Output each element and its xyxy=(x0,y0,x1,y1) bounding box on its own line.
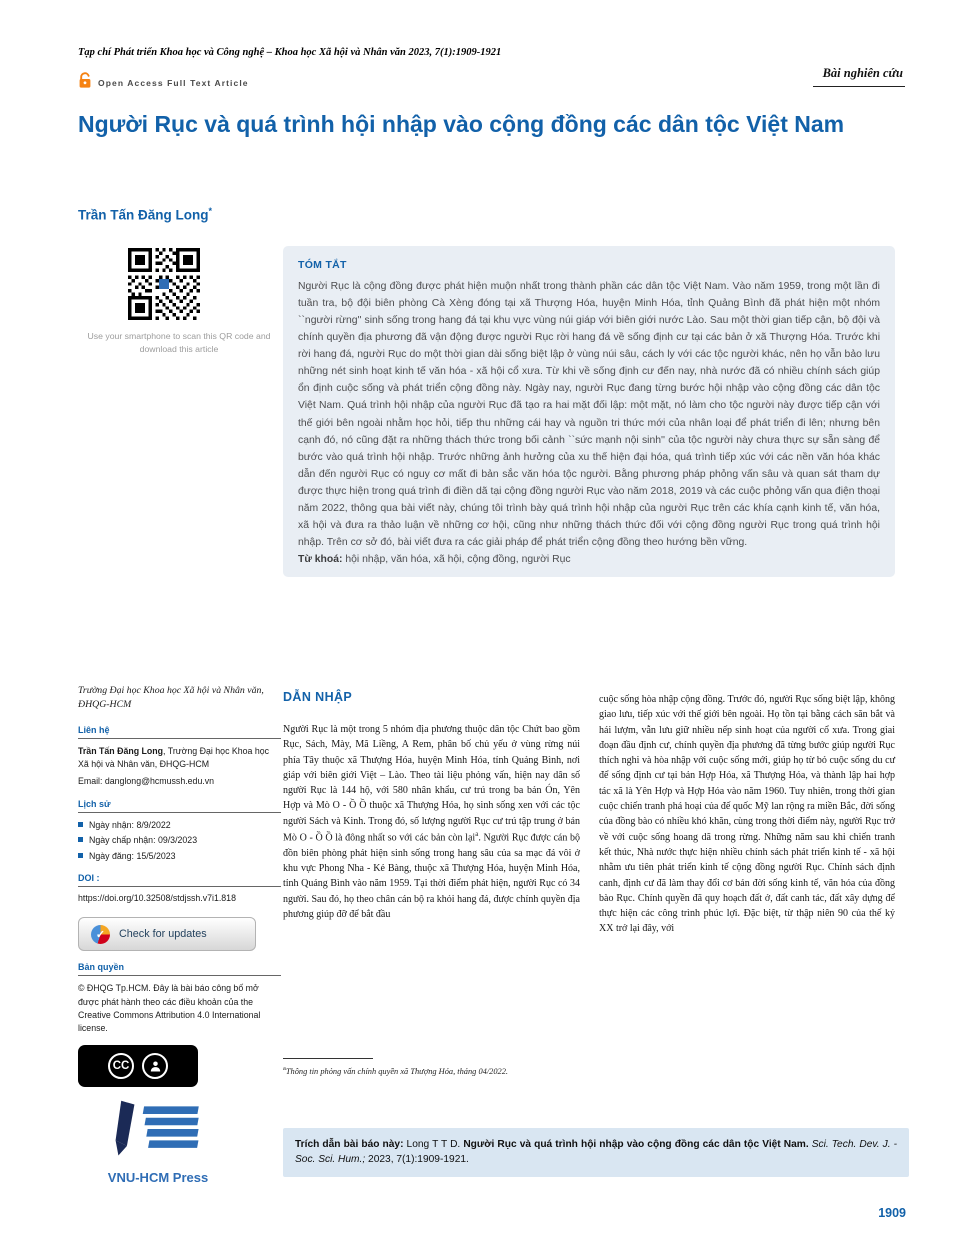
cc-person-icon xyxy=(142,1053,168,1079)
qr-code xyxy=(128,248,200,320)
doi-link[interactable]: https://doi.org/10.32508/stdjssh.v7i1.818 xyxy=(78,893,236,904)
keywords-line xyxy=(298,554,880,565)
page-title: Người Rục và quá trình hội nhập vào cộng đồng các dân tộc Việt Nam xyxy=(78,111,845,137)
vnu-press-logo-icon xyxy=(106,1150,210,1167)
bullet-square-icon xyxy=(78,853,83,858)
email-link[interactable]: Email: danglong@hcmussh.edu.vn xyxy=(78,776,215,787)
article-type-label: Bài nghiên cứu xyxy=(813,66,905,87)
abstract-box xyxy=(283,246,895,577)
doi-heading: DOI : xyxy=(78,873,281,887)
cc-icon: CC xyxy=(108,1053,134,1079)
abstract-body: Người Rục là cộng đồng được phát hiện muộn nhất trong thành phần các dân tộc Việt Nam. Vào năm 1959, trong một lần đi tuần tra, bộ đội biên phòng Cà Xèng đóng tại xã Thượng Hóa, huyện Minh Hóa, tỉnh Quảng Bình đã phát hiện một nhóm ``người rừng'' sinh sống trong hang đá tại khu vực vùng núi giáp với biên giới nước Lào. Sau một thời gian tiếp cận, bộ đội và chính quyền địa phương đã vận động được người Rục rời hang đá về sống định cư tại các bản ở xã Thượng Hóa. Trước khi rời hang đá, người Rục do một thời gian dài sống biệt lập ở vùng núi sâu, cách ly với các tộc người khác, nên họ vẫn bảo lưu những nét sinh hoạt kinh tế văn hóa - xã hội cổ xưa. Từ khi về sống định cư đến nay, nhà nước đã có nhiều chính sách giúp ổn định cuộc sống và phát triển cộng đồng này. Ngày nay, người Rục đang từng bước hội nhập vào cộng đồng các dân tộc Việt Nam. Quá trình hội nhập của người Rục đã tạo ra hai mặt đối lập: một mặt, nó làm cho tộc người này được tiếp cận với thế giới bên ngoài nhằm học hỏi, tiếp thu những cái hay và nguồn tri thức mới của nhân loại để phát triển đi lên; nhưng bên cạnh đó, nó cũng đặt ra những thách thức trong bối cảnh ``sức mạnh nội sinh'' của tộc người này chưa thực sự sẵn sàng để bước vào quá trình hội nhập. Trước những ảnh hưởng của xu thế hiện đại hóa, quá trình tiếp xúc với các nền văn hóa khác dẫn đến người Rục có nguy cơ mất đi bản sắc văn hóa tộc người. Bằng phương pháp phỏng vấn sâu và quan sát tham dự được thực hiện trong quá trình đi điền dã tại cộng đồng người Rục vào năm 2018, 2019 và các cuộc phỏng vấn qua điện thoại năm 2022, thông qua bài viết này, chúng tôi trình bày quá trình hội nhập của người Rục trên các khía cạnh kinh tế, văn hóa, xã hội và đưa ra thảo luận về những cơ hội, cũng như những thách thức đối với cộng đồng người Rục trong quá trình hội nhập. Trên cơ sở đó, bài viết đưa ra các giải pháp để phát triển cộng đồng theo hướng bền vững. xyxy=(298,281,880,548)
sidebar xyxy=(78,684,281,1185)
keywords-label: Từ khoá: xyxy=(298,554,343,565)
contact-info: Trần Tấn Đăng Long, Trường Đại học Khoa học Xã hội và Nhân văn, ĐHQG-HCM xyxy=(78,746,270,769)
citation-label: Trích dẫn bài báo này: xyxy=(295,1139,407,1150)
footnote-text: Thông tin phỏng vấn chính quyền xã Thượng Hóa, tháng 04/2022. xyxy=(285,1066,509,1076)
history-heading: Lịch sử xyxy=(78,799,281,813)
journal-header: Tạp chí Phát triển Khoa học và Công nghệ – Khoa học Xã hội và Nhân văn 2023, 7(1):1909-1921 xyxy=(78,47,502,58)
citation-journal: Sci. Tech. Dev. J. - Soc. Sci. Hum.; xyxy=(295,1139,897,1166)
check-for-updates-button[interactable] xyxy=(78,917,256,951)
contact-name: Trần Tấn Đăng Long xyxy=(78,746,164,757)
footnote-divider xyxy=(283,1058,373,1059)
contact-heading: Liên hệ xyxy=(78,725,281,739)
open-access-row xyxy=(78,72,249,94)
keywords-value: hội nhập, văn hóa, xã hội, cộng đồng, người Rục xyxy=(342,554,571,565)
citation-tail: 2023, 7(1):1909-1921. xyxy=(365,1154,469,1166)
history-list xyxy=(78,819,281,862)
body-column-1 xyxy=(283,722,580,922)
citation-title: Người Rục và quá trình hội nhập vào cộng đồng các dân tộc Việt Nam xyxy=(463,1139,806,1150)
history-item: Ngày nhận: 8/9/2022 xyxy=(78,819,281,831)
open-access-lock-icon xyxy=(78,72,92,94)
footnote-marker: a xyxy=(283,1065,286,1072)
citation-authors: Long T T D. xyxy=(406,1139,464,1150)
history-item: Ngày chấp nhận: 09/3/2023 xyxy=(78,834,281,846)
open-access-label: Open Access Full Text Article xyxy=(98,78,249,88)
intro-paragraph-part2: cuộc sống hòa nhập cộng đồng. Trước đó, người Rục sống biệt lập, không giao lưu, tiếp xúc với thế giới bên ngoài. Họ tồn tại bằng cách săn bắt và hái lượm, vẫn lưu giữ nhiều nếp sinh hoạt của người cổ xưa. Trong giai đoạn đầu định cư, chính quyền địa phương đã từng bước giúp người Rục thích nghi và hòa nhập với cuộc sống mới, giúp họ từ bỏ cuộc sống du cư để sống định cư tại bản Hợp Hóa, xã Thượng Hóa, và thành lập hai hợp tác xã là Yên Hợp và Hợp Hóa vào năm 1960. Tuy nhiên, trong thời gian cuộc chiến tranh phá hoại của đế quốc Mỹ lan rộng ra miền Bắc, đời sống của đồng bào có nhiều khó khăn, cùng trong thời điểm này, người Rục trở về với cuộc sống hoang dã trong rừng. Những năm sau khi chiến tranh kết thúc, Nhà nước thực hiện nhiều chính sách phát triển kinh tế - xã hội nhằm ưu tiên phát triển kinh tế cộng đồng người Rục. Chính sách định canh, định cư đã làm thay đổi cơ bản đời sống kinh tế, văn hóa của đồng bào Rục. Chính quyền đã quy hoạch đất ở, đất canh tác, đất xây dựng để thực hiện các công trình phúc lợi. Đặc biệt, từ thập niên 90 của thế kỷ XX trở lại đây, với xyxy=(599,694,895,935)
publisher-logo xyxy=(78,1097,238,1185)
qr-caption: Use your smartphone to scan this QR code and download this article xyxy=(87,331,271,355)
abstract-heading: TÓM TẮT xyxy=(298,259,347,271)
author-affiliation: Trường Đại học Khoa học Xã hội và Nhân văn, ĐHQG-HCM xyxy=(78,685,264,711)
intro-paragraph-part1: Người Rục là một trong 5 nhóm địa phương thuộc dân tộc Chứt bao gồm Rục, Sách, Mày, Mã Liềng, A Rem, phân bố chủ yếu ở vùng rừng núi phía Tây thuộc xã Thượng Hóa, huyện Minh Hóa, tỉnh Quảng Bình, nơi giáp với biên giới Việt – Lào. Theo tài liệu phỏng vấn, hiện nay dân số người Rục là 144 hộ, với 580 nhân khẩu, cư trú trong ba bản Ón, Yên Hợp và Mò O - Ồ Ồ thuộc xã Thượng Hóa, họ sinh sống xen với các tộc người Sách và Kinh. Trong đó, số lượng người Rục cư trú tập trung ở bản Mò O - Ồ Ồ là đông nhất so với các bản còn lại$^a$. Người Rục được cán bộ đồn biên phòng phát hiện sinh sống trong hang sâu của sa mạc đá vôi ở khu vực Phong Nha - Kẻ Bàng, thuộc xã Thượng Hóa, huyện Minh Hóa, tỉnh Quảng Bình vào năm 1959. Tại thời điểm phát hiện, người Rục có 34 người. Sau đó, họ theo chân cán bộ ra khỏi hang đá, được chính quyền địa phương giúp đỡ để bắt đầu xyxy=(283,724,581,920)
crossmark-icon xyxy=(91,925,110,944)
publisher-name: VNU-HCM Press xyxy=(107,1170,209,1186)
page-number: 1909 xyxy=(878,1206,906,1220)
body-column-2 xyxy=(599,692,895,937)
author-asterisk: * xyxy=(208,206,213,216)
citation-box: Trích dẫn bài báo này: Long T T D. Người Rục và quá trình hội nhập vào cộng đồng các dân tộc Việt Nam. Sci. Tech. Dev. J. - Soc. Sci. Hum.; 2023, 7(1):1909-1921. xyxy=(283,1128,909,1177)
bullet-square-icon xyxy=(78,837,83,842)
footnote-ref-marker: a xyxy=(475,830,479,839)
cc-by-license-badge[interactable] xyxy=(78,1045,198,1087)
section-heading-dan-nhap: DẪN NHẬP xyxy=(283,690,353,704)
copyright-heading: Bản quyền xyxy=(78,962,281,976)
bullet-square-icon xyxy=(78,822,83,827)
footnote xyxy=(283,1058,580,1078)
author-name: Trần Tấn Đăng Long* xyxy=(78,206,213,223)
copyright-text: © ĐHQG Tp.HCM. Đây là bài báo công bố mở được phát hành theo các điều khoản của the Creative Commons Attribution 4.0 International license. xyxy=(78,983,261,1033)
check-for-updates-label: Check for updates xyxy=(119,928,207,941)
history-item: Ngày đăng: 15/5/2023 xyxy=(78,850,281,862)
